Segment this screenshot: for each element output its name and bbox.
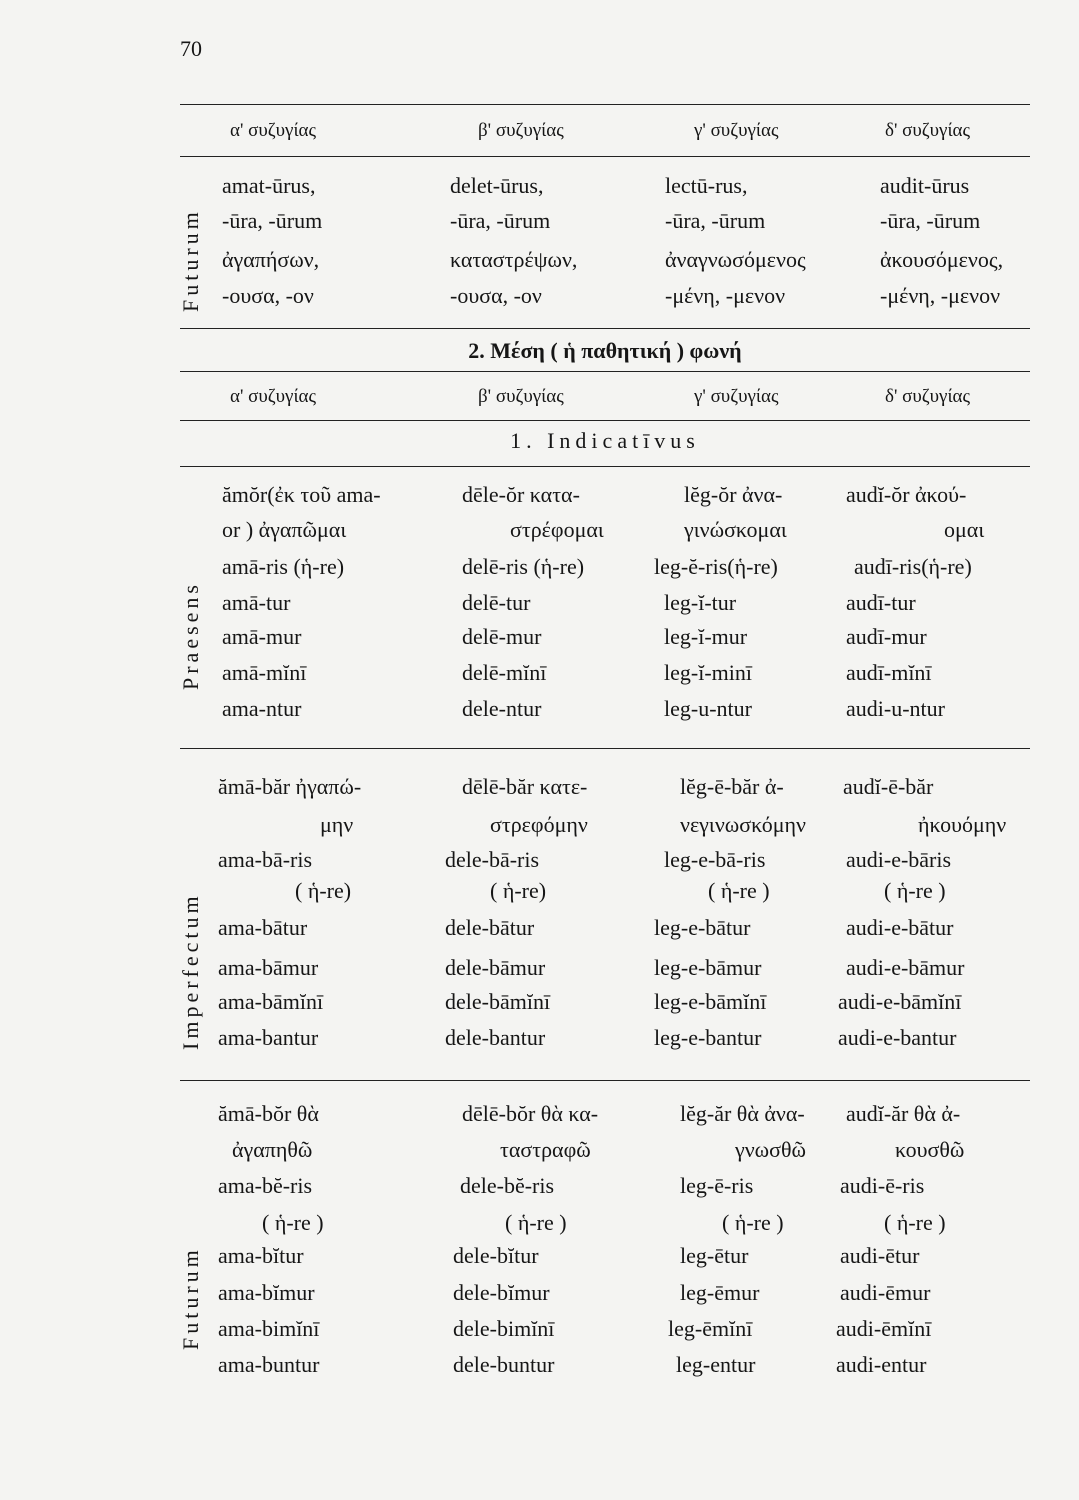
futurum-col2-row-2: ταστραφῶ <box>500 1137 591 1162</box>
header-mid-rule <box>180 420 1030 421</box>
praesens-col4-row-6: audī-mĭnī <box>846 660 932 685</box>
futurum-col3-row-1: lĕg-ăr θὰ ἀνα- <box>680 1101 805 1126</box>
imperfectum-col1-row-4: ( ἡ-re) <box>295 878 352 903</box>
row-label-praesens: Praesens <box>178 581 203 690</box>
future_participle-col1-row-3: ἀγαπήσων, <box>222 247 320 272</box>
futurum-col4-row-4: ( ἡ-re ) <box>884 1210 946 1235</box>
futurum-col1-row-5: ama-bĭtur <box>218 1243 304 1268</box>
header-mid-col-3: γ' συζυγίας <box>694 386 779 407</box>
imperfectum-col2-row-4: ( ἡ-re) <box>490 878 547 903</box>
row-label-imperfectum: Imperfectum <box>178 892 203 1050</box>
imperfectum-col1-row-8: ama-bantur <box>218 1025 319 1050</box>
imperfectum-col4-row-8: audi-e-bantur <box>838 1025 957 1050</box>
table-top-rule <box>180 104 1030 105</box>
imperfectum-col2-row-7: dele-bāmĭnī <box>445 989 551 1014</box>
future_participle-col1-row-2: -ūra, -ūrum <box>222 208 323 233</box>
future_participle-col3-row-4: -μένη, -μενον <box>665 283 786 308</box>
future_participle-col1-row-1: amat-ūrus, <box>222 173 316 198</box>
imperfectum-col2-row-2: στρεφόμην <box>490 812 588 837</box>
futurum-col4-row-6: audi-ēmur <box>840 1280 931 1305</box>
futurum-col1-row-3: ama-bĕ-ris <box>218 1173 313 1198</box>
future_participle-col2-row-4: -ουσα, -ον <box>450 283 542 308</box>
praesens-col1-row-6: amā-mĭnī <box>222 660 307 685</box>
futurum-col1-row-6: ama-bĭmur <box>218 1280 315 1305</box>
imperfectum-col2-row-8: dele-bantur <box>445 1025 546 1050</box>
praesens-col4-row-1: audĭ-ŏr ἀκού- <box>846 482 967 507</box>
imperfectum-col4-row-7: audi-e-bāmĭnī <box>838 989 962 1014</box>
header-col-4: δ' συζυγίας <box>885 120 971 141</box>
praesens-col2-row-1: dēle-ŏr κατα- <box>462 482 580 507</box>
row-label-futurum: Futurum <box>178 1246 203 1350</box>
future_participle-col4-row-4: -μένη, -μενον <box>880 283 1001 308</box>
mood-title: 1. Indicatīvus <box>510 428 700 453</box>
future-participle-bottom-rule <box>180 328 1030 329</box>
imperfectum-col4-row-3: audi-e-bāris <box>846 847 952 872</box>
futurum-col4-row-5: audi-ētur <box>840 1243 920 1268</box>
praesens-col1-row-1: ămŏr(ἐκ τοῦ ama- <box>222 482 381 507</box>
futurum-col2-row-8: dele-buntur <box>453 1352 555 1377</box>
praesens-col4-row-4: audī-tur <box>846 590 916 615</box>
praesens-col4-row-2: ομαι <box>944 517 985 542</box>
futurum-col2-row-5: dele-bĭtur <box>453 1243 539 1268</box>
praesens-col1-row-7: ama-ntur <box>222 696 302 721</box>
futurum-col2-row-7: dele-bimĭnī <box>453 1316 555 1341</box>
imperfectum-col4-row-1: audĭ-ē-băr <box>843 774 934 799</box>
futurum-col4-row-1: audĭ-ăr θὰ ἀ- <box>846 1101 961 1126</box>
praesens-bottom-rule <box>180 748 1030 749</box>
header-mid-col-1: α' συζυγίας <box>230 386 317 407</box>
praesens-col3-row-4: leg-ĭ-tur <box>664 590 737 615</box>
futurum-col4-row-2: κουσθῶ <box>895 1137 965 1162</box>
future_participle-col3-row-2: -ūra, -ūrum <box>665 208 766 233</box>
praesens-col2-row-2: στρέφομαι <box>510 517 604 542</box>
futurum-col3-row-5: leg-ētur <box>680 1243 749 1268</box>
futurum-col2-row-4: ( ἡ-re ) <box>505 1210 567 1235</box>
futurum-col4-row-3: audi-ē-ris <box>840 1173 925 1198</box>
future_participle-col4-row-2: -ūra, -ūrum <box>880 208 981 233</box>
imperfectum-col2-row-6: dele-bāmur <box>445 955 546 980</box>
praesens-col3-row-2: γινώσκομαι <box>684 517 787 542</box>
futurum-col2-row-1: dēlē-bŏr θὰ κα- <box>462 1101 599 1126</box>
praesens-col2-row-5: delē-mur <box>462 624 542 649</box>
futurum-col3-row-6: leg-ēmur <box>680 1280 760 1305</box>
imperfectum-col1-row-7: ama-bāmĭnī <box>218 989 324 1014</box>
praesens-col3-row-1: lĕg-ŏr ἀνα- <box>684 482 783 507</box>
section-title: 2. Μέση ( ἡ παθητική ) φωνή <box>468 338 742 363</box>
imperfectum-col3-row-2: νεγινωσκόμην <box>680 812 806 837</box>
futurum-col1-row-7: ama-bimĭnī <box>218 1316 320 1341</box>
imperfectum-bottom-rule <box>180 1080 1030 1081</box>
imperfectum-col3-row-3: leg-e-bā-ris <box>664 847 766 872</box>
section-title-rule <box>180 371 1030 372</box>
imperfectum-col4-row-6: audi-e-bāmur <box>846 955 965 980</box>
imperfectum-col3-row-5: leg-e-bātur <box>654 915 751 940</box>
imperfectum-col4-row-4: ( ἡ-re ) <box>884 878 946 903</box>
future_participle-col4-row-3: ἀκουσόμενος, <box>880 247 1004 272</box>
praesens-col4-row-5: audī-mur <box>846 624 927 649</box>
futurum-col3-row-8: leg-entur <box>676 1352 756 1377</box>
imperfectum-col4-row-2: ἠκουόμην <box>918 812 1007 837</box>
praesens-col1-row-4: amā-tur <box>222 590 291 615</box>
imperfectum-col3-row-1: lĕg-ē-băr ἀ- <box>680 774 784 799</box>
row-label-futurum-participle: Futurum <box>178 208 203 312</box>
imperfectum-col2-row-1: dēlē-băr κατε- <box>462 774 588 799</box>
futurum-col2-row-6: dele-bĭmur <box>453 1280 550 1305</box>
future_participle-col3-row-1: lectū-rus, <box>665 173 748 198</box>
header-col-3: γ' συζυγίας <box>694 120 779 141</box>
futurum-col4-row-7: audi-ēmĭnī <box>836 1316 932 1341</box>
future_participle-col2-row-2: -ūra, -ūrum <box>450 208 551 233</box>
imperfectum-col3-row-7: leg-e-bāmĭnī <box>654 989 767 1014</box>
futurum-col3-row-7: leg-ēmĭnī <box>668 1316 753 1341</box>
praesens-col3-row-5: leg-ĭ-mur <box>664 624 748 649</box>
header-mid-col-2: β' συζυγίας <box>478 386 564 407</box>
futurum-col3-row-4: ( ἡ-re ) <box>722 1210 784 1235</box>
page-number: 70 <box>180 36 202 61</box>
future_participle-col1-row-4: -ουσα, -ον <box>222 283 314 308</box>
imperfectum-col1-row-6: ama-bāmur <box>218 955 319 980</box>
futurum-col1-row-8: ama-buntur <box>218 1352 320 1377</box>
praesens-col2-row-7: dele-ntur <box>462 696 542 721</box>
futurum-col2-row-3: dele-bĕ-ris <box>460 1173 555 1198</box>
praesens-col1-row-3: amā-ris (ἡ-re) <box>222 554 345 579</box>
praesens-col4-row-3: audī-ris(ἡ-re) <box>854 554 972 579</box>
imperfectum-col3-row-8: leg-e-bantur <box>654 1025 762 1050</box>
future_participle-col2-row-1: delet-ūrus, <box>450 173 544 198</box>
praesens-col3-row-7: leg-u-ntur <box>664 696 752 721</box>
future_participle-col4-row-1: audit-ūrus <box>880 173 970 198</box>
praesens-col2-row-3: delē-ris (ἡ-re) <box>462 554 585 579</box>
praesens-col1-row-2: or ) ἀγαπῶμαι <box>222 517 347 542</box>
praesens-col2-row-6: delē-mĭnī <box>462 660 547 685</box>
imperfectum-col1-row-1: ămā-băr ἠγαπώ- <box>218 774 362 799</box>
header-col-1: α' συζυγίας <box>230 120 317 141</box>
imperfectum-col2-row-3: dele-bā-ris <box>445 847 540 872</box>
praesens-col3-row-6: leg-ĭ-minī <box>664 660 752 685</box>
imperfectum-col1-row-2: μην <box>320 812 354 837</box>
imperfectum-col1-row-3: ama-bā-ris <box>218 847 313 872</box>
imperfectum-col3-row-4: ( ἡ-re ) <box>708 878 770 903</box>
praesens-col3-row-3: leg-ĕ-ris(ἡ-re) <box>654 554 778 579</box>
header-col-2: β' συζυγίας <box>478 120 564 141</box>
praesens-col2-row-4: delē-tur <box>462 590 531 615</box>
header-mid-col-4: δ' συζυγίας <box>885 386 971 407</box>
futurum-col1-row-4: ( ἡ-re ) <box>262 1210 324 1235</box>
futurum-col3-row-2: γνωσθῶ <box>735 1137 807 1162</box>
future_participle-col3-row-3: ἀναγνωσόμενος <box>665 247 806 272</box>
imperfectum-col4-row-5: audi-e-bātur <box>846 915 954 940</box>
future_participle-col2-row-3: καταστρέψων, <box>450 247 578 272</box>
imperfectum-col1-row-5: ama-bātur <box>218 915 308 940</box>
futurum-col3-row-3: leg-ē-ris <box>680 1173 754 1198</box>
header-bottom-rule <box>180 156 1030 157</box>
futurum-col4-row-8: audi-entur <box>836 1352 927 1377</box>
imperfectum-col3-row-6: leg-e-bāmur <box>654 955 762 980</box>
imperfectum-col2-row-5: dele-bātur <box>445 915 535 940</box>
futurum-col1-row-2: ἀγαπηθῶ <box>232 1137 313 1162</box>
futurum-col1-row-1: ămā-bŏr θὰ <box>218 1101 319 1126</box>
praesens-col4-row-7: audi-u-ntur <box>846 696 945 721</box>
mood-title-rule <box>180 466 1030 467</box>
praesens-col1-row-5: amā-mur <box>222 624 302 649</box>
